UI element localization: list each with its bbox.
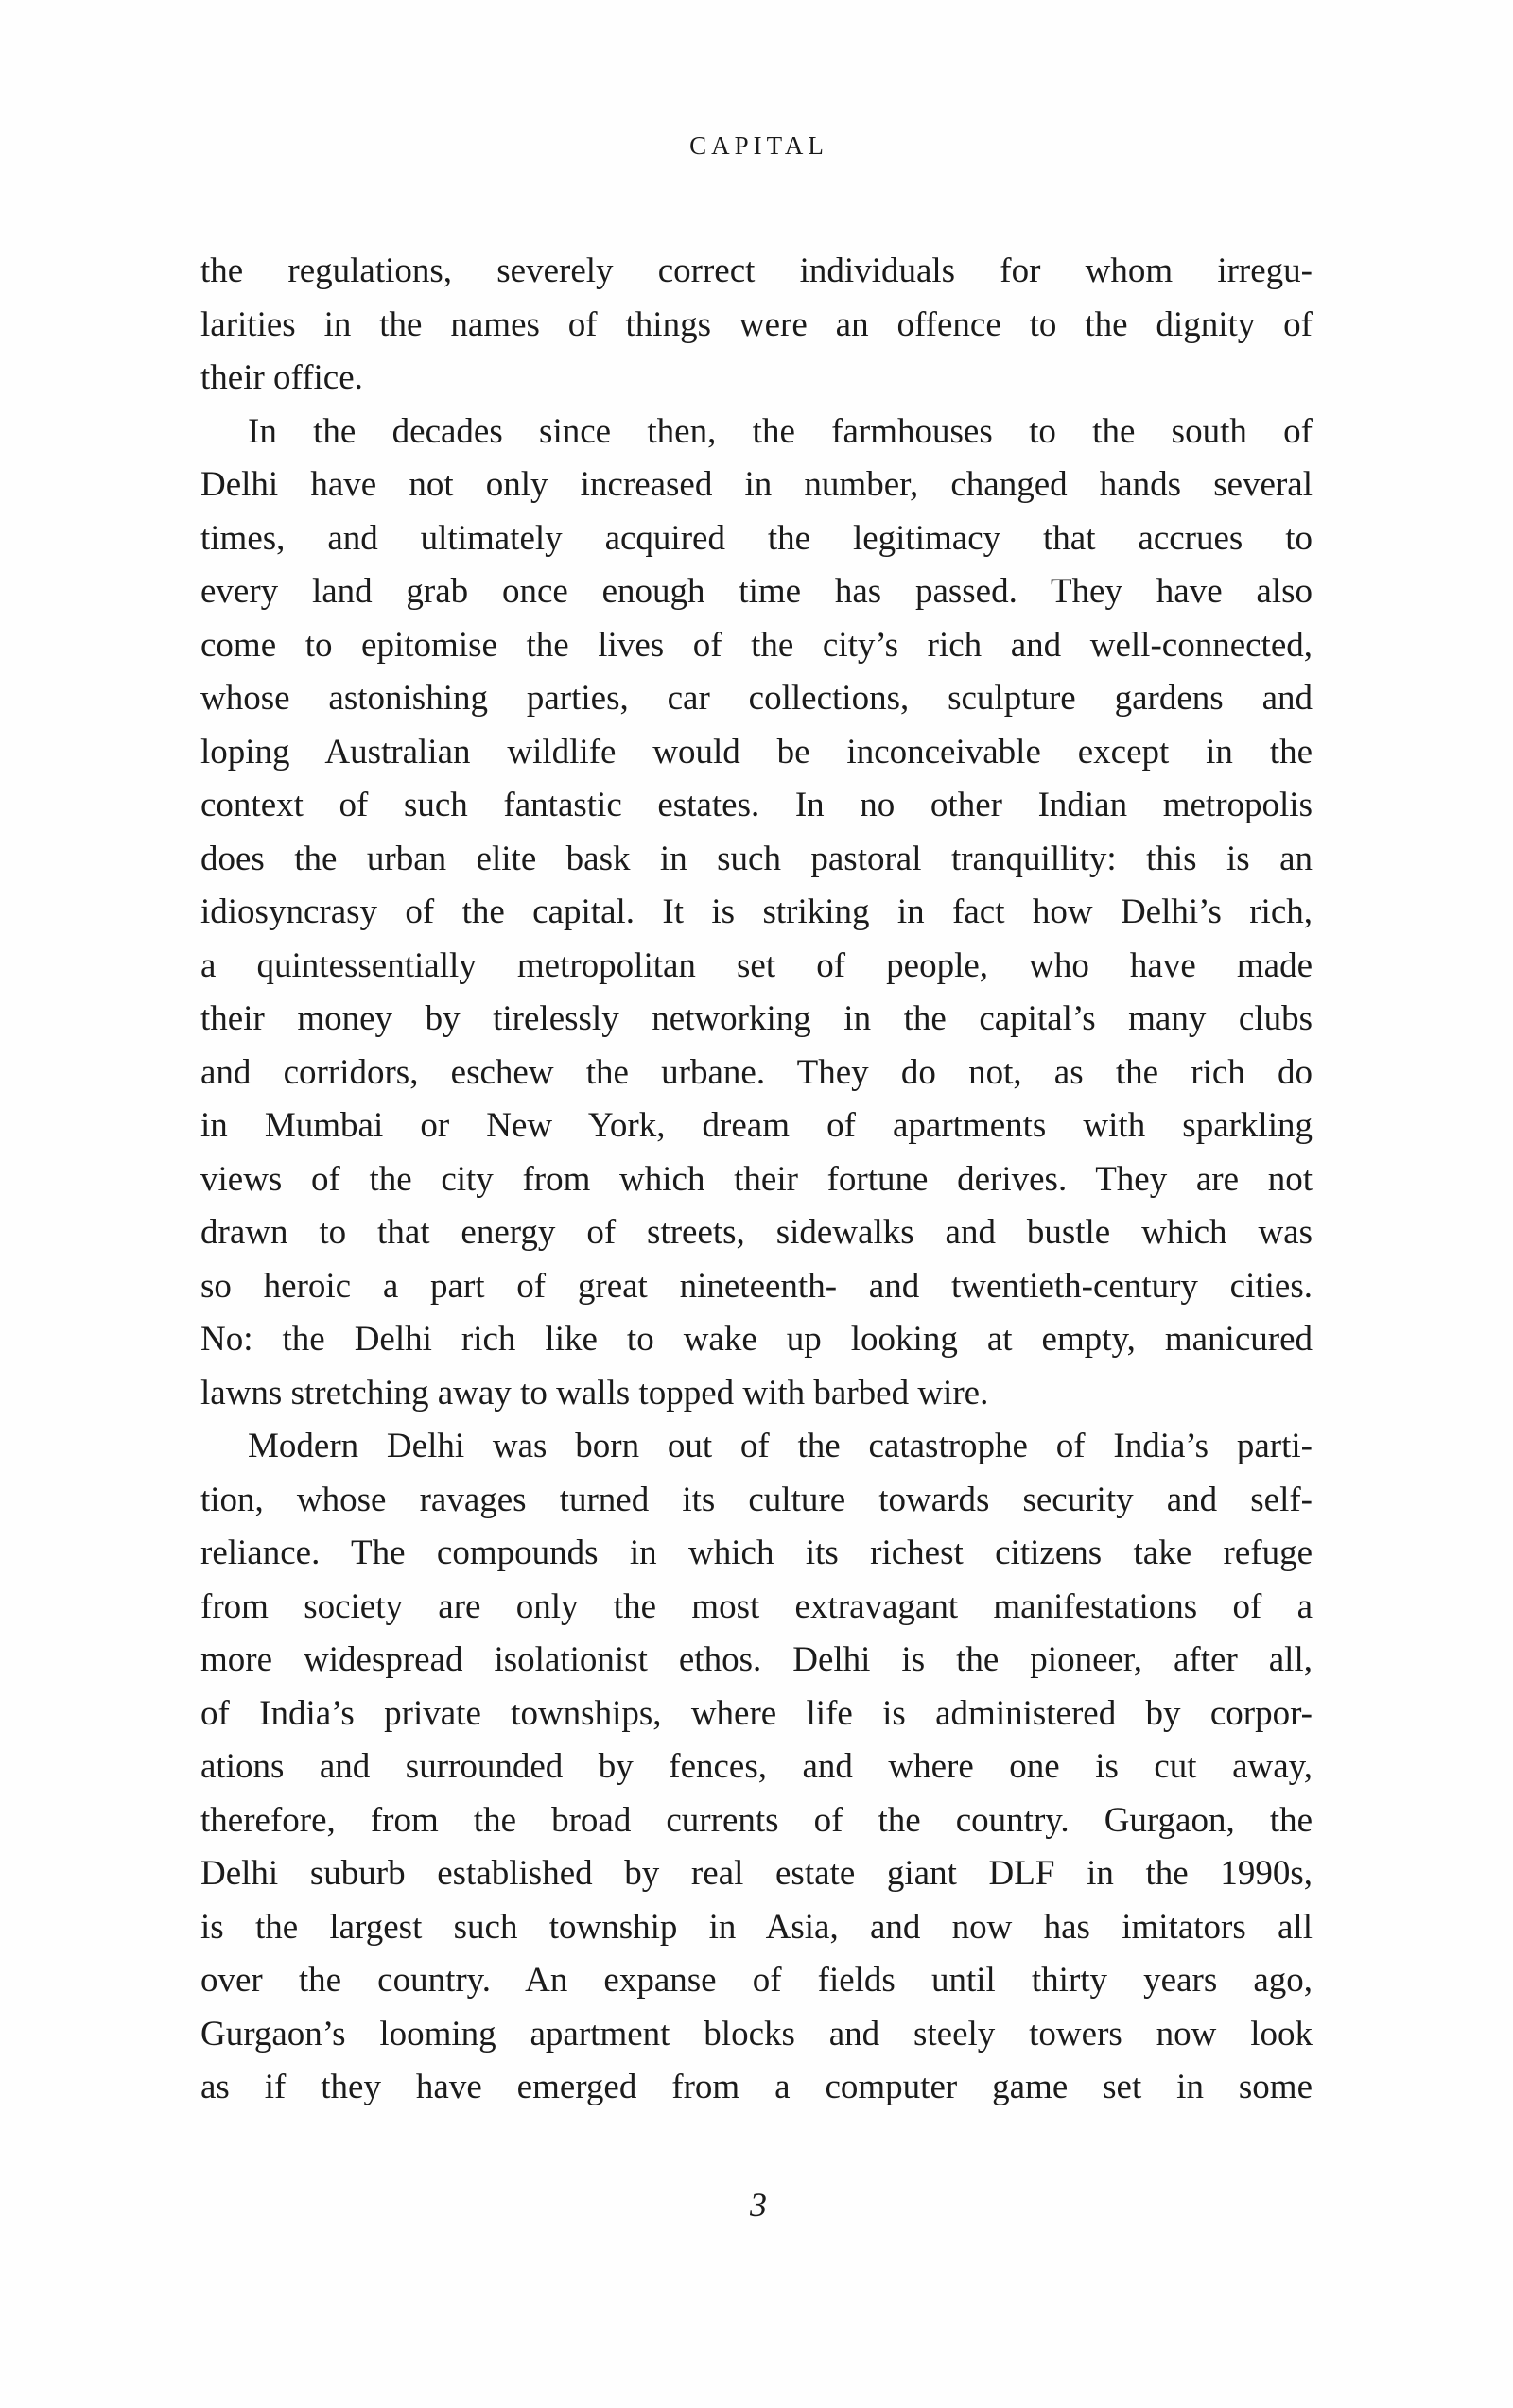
text-line: lawns stretching away to walls topped with barbed wire.: [200, 1373, 989, 1412]
text-line: as if they have emerged from a computer game set in some: [200, 2068, 1313, 2106]
text-line: larities in the names of things were an offence to the dignity of: [200, 304, 1313, 344]
text-line: come to epitomise the lives of the city’s rich and well-connected,: [200, 625, 1313, 665]
text-line: idiosyncrasy of the capital. It is striking in fact how Delhi’s rich,: [200, 892, 1313, 931]
text-line: reliance. The compounds in which its richest citizens take refuge: [200, 1533, 1313, 1572]
paragraph-1: [200, 245, 1313, 406]
text-line: and corridors, eschew the urbane. They do not, as the rich do: [200, 1052, 1313, 1092]
paragraph-2: [200, 406, 1313, 1421]
text-line: of India’s private townships, where life is administered by corpor-: [200, 1693, 1313, 1733]
text-line: No: the Delhi rich like to wake up looking at empty, manicured: [200, 1320, 1313, 1359]
text-line: whose astonishing parties, car collections, sculpture gardens and: [200, 679, 1313, 718]
text-line: context of such fantastic estates. In no other Indian metropolis: [200, 786, 1313, 824]
text-line: Gurgaon’s looming apartment blocks and steely towers now look: [200, 2014, 1313, 2053]
text-line: their office.: [200, 358, 363, 397]
text-line: Modern Delhi was born out of the catastrophe of India’s parti-: [248, 1427, 1313, 1465]
text-line: every land grab once enough time has passed. They have also: [200, 572, 1313, 611]
text-line: views of the city from which their fortune derives. They are not: [200, 1159, 1313, 1199]
text-line: in Mumbai or New York, dream of apartments with sparkling: [200, 1106, 1313, 1145]
text-line: a quintessentially metropolitan set of people, who have made: [200, 945, 1313, 985]
paragraph-3: [200, 1420, 1313, 2115]
text-line: loping Australian wildlife would be inconceivable except in the: [200, 732, 1313, 771]
body-text: [200, 245, 1313, 2115]
text-line: Delhi suburb established by real estate giant DLF in the 1990s,: [200, 1854, 1313, 1893]
text-line: is the largest such township in Asia, and now has imitators all: [200, 1907, 1313, 1947]
text-line: In the decades since then, the farmhouses to the south of: [248, 411, 1313, 451]
page-number: 3: [750, 2186, 767, 2224]
text-line: drawn to that energy of streets, sidewalks and bustle which was: [200, 1213, 1313, 1252]
text-line: ations and surrounded by fences, and where one is cut away,: [200, 1747, 1313, 1786]
text-line: the regulations, severely correct individuals for whom irregu-: [200, 251, 1313, 290]
text-line: over the country. An expanse of fields until thirty years ago,: [200, 1961, 1313, 2000]
text-line: therefore, from the broad currents of the country. Gurgaon, the: [200, 1800, 1313, 1840]
text-line: Delhi have not only increased in number, changed hands several: [200, 465, 1313, 504]
running-head: CAPITAL: [689, 131, 828, 160]
text-line: tion, whose ravages turned its culture towards security and self-: [200, 1480, 1313, 1519]
text-line: more widespread isolationist ethos. Delhi is the pioneer, after all,: [200, 1640, 1313, 1679]
text-line: times, and ultimately acquired the legitimacy that accrues to: [200, 518, 1313, 558]
text-line: does the urban elite bask in such pastoral tranquillity: this is an: [200, 839, 1313, 878]
text-line: so heroic a part of great nineteenth- and twentieth-century cities.: [200, 1266, 1313, 1306]
text-line: from society are only the most extravagant manifestations of a: [200, 1586, 1313, 1626]
text-line: their money by tirelessly networking in the capital’s many clubs: [200, 999, 1313, 1038]
